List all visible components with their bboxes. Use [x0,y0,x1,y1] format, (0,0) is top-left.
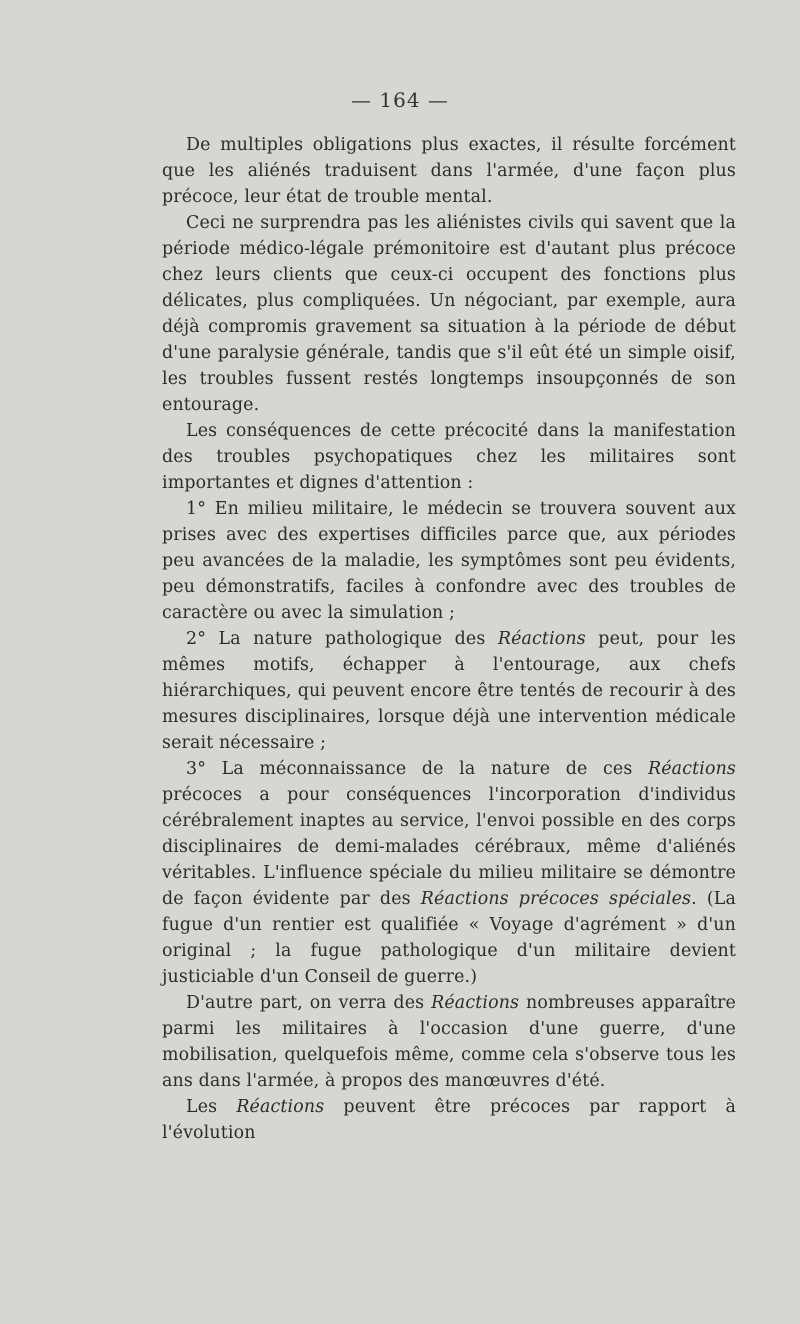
italic-term: Réactions [236,1097,325,1117]
paragraph-text: Ceci ne surprendra pas les aliénistes civils qui savent que la période médico-légale prémonitoire est d'autant plus précoce chez leurs clients que ceux-ci occupent des fonctions plus délicates, plus compliquées. Un négociant, par exemple, aura déjà compromis gravement sa situation à la période de début d'une paralysie générale, tandis que s'il eût été un simple oisif, les troubles fussent restés longtemps insoupçonnés de son entourage. [162,213,736,415]
paragraph-text: 3° La méconnaissance de la nature de ces [186,759,648,779]
paragraph-7 [162,990,736,1094]
italic-term: Réactions [497,629,586,649]
paragraph-text: De multiples obligations plus exactes, il résulte forcément que les aliénés traduisent dans l'armée, d'une façon plus précoce, leur état de trouble mental. [162,135,736,207]
paragraph-text: D'autre part, on verra des [186,993,432,1013]
paragraph-1 [162,132,736,210]
paragraph-3 [162,418,736,496]
paragraph-4 [162,496,736,626]
paragraph-text: . (La fugue d'un rentier est qualifiée « Voyage d'agrément » d'un original ; la fugue pathologique d'un militaire devient justiciable d'un Conseil de guerre.) [162,889,736,987]
italic-term: Réactions [648,759,736,779]
italic-term: Réactions [431,993,520,1013]
paragraph-text: peut, pour les mêmes motifs, échapper à l'entourage, aux chefs hiérarchiques, qui peuvent encore être tentés de recourir à des mesures disciplinaires, lorsque déjà une intervention médicale serait nécessaire ; [162,629,736,753]
page-number: — 164 — [351,88,449,112]
paragraph-text: Les conséquences de cette précocité dans la manifestation des troubles psychopatiques chez les militaires sont importantes et dignes d'attention : [162,421,736,493]
paragraph-5 [162,626,736,756]
paragraph-text: 2° La nature pathologique des [186,629,498,649]
body-text [162,132,736,1146]
paragraph-2 [162,210,736,418]
paragraph-text: peuvent être précoces par rapport à l'évolution [162,1097,736,1143]
paragraph-text: nombreuses apparaître parmi les militaires à l'occasion d'une guerre, d'une mobilisation, quelquefois même, comme cela s'observe tous les ans dans l'armée, à propos des manœuvres d'été. [162,993,736,1091]
paragraph-text: précoces a pour conséquences l'incorporation d'individus cérébralement inaptes au service, l'envoi possible en des corps disciplinaires de demi-malades cérébraux, même d'aliénés véritables. L'influence spéciale du milieu militaire se démontre de façon évidente par des [162,785,736,909]
paragraph-text: Les [186,1097,237,1117]
paragraph-8 [162,1094,736,1146]
paragraph-text: 1° En milieu militaire, le médecin se trouvera souvent aux prises avec des expertises difficiles parce que, aux périodes peu avancées de la maladie, les symptômes sont peu évidents, peu démonstratifs, faciles à confondre avec des troubles de caractère ou avec la simulation ; [162,499,736,623]
italic-term: Réactions précoces spéciales [420,889,692,909]
paragraph-6 [162,756,736,990]
